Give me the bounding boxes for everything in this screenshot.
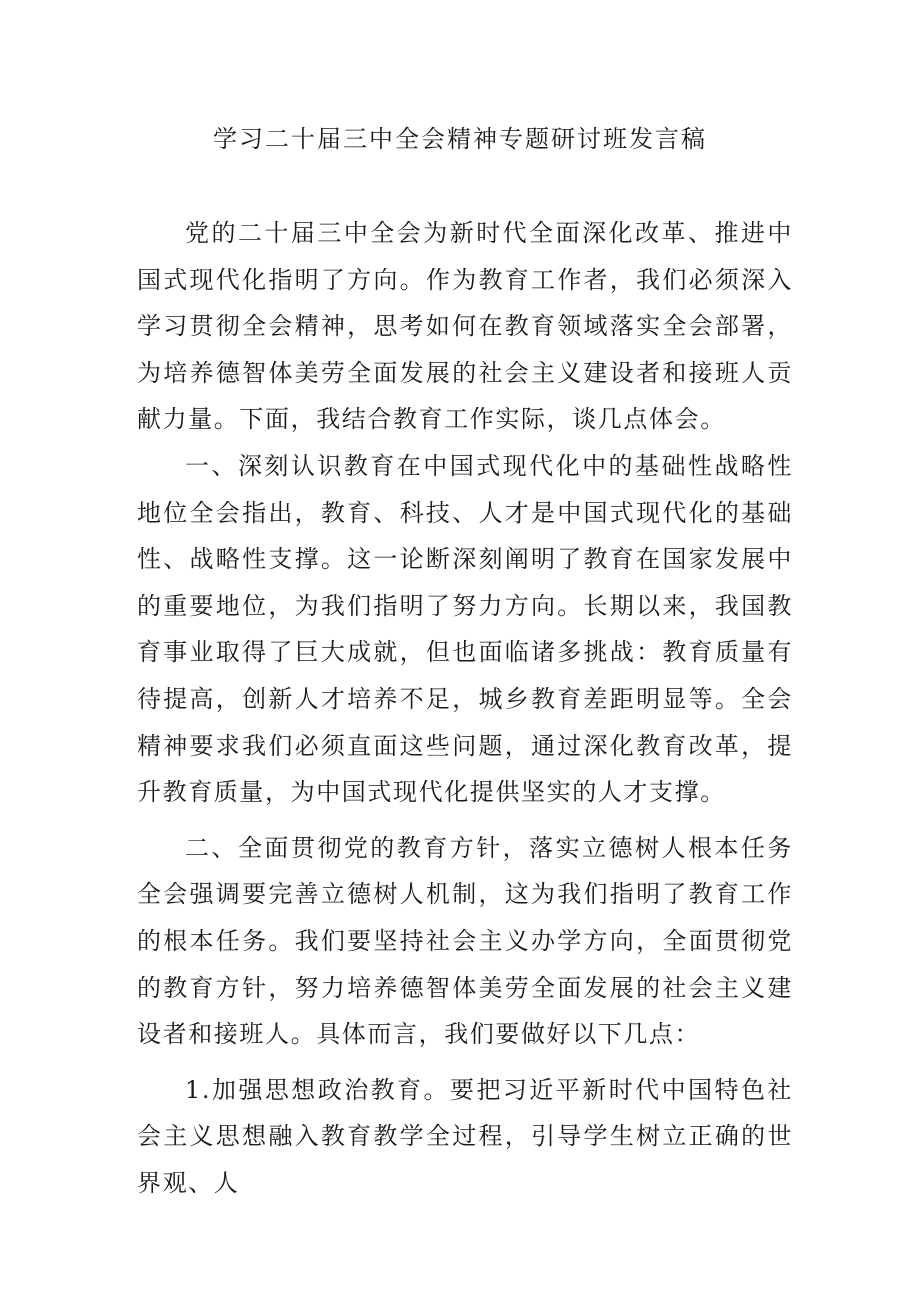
paragraph-section-two: 二、全面贯彻党的教育方针，落实立德树人根本任务全会强调要完善立德树人机制，这为我们指明了教育工作的根本任务。我们要坚持社会主义办学方向，全面贯彻党的教育方针，努力培养德智体美劳全面发展的社会主义建设者和接班人。具体而言，我们要做好以下几点： bbox=[137, 833, 793, 1049]
paragraph-section-one: 一、深刻认识教育在中国式现代化中的基础性战略性地位全会指出，教育、科技、人才是中国式现代化的基础性、战略性支撑。这一论断深刻阐明了教育在国家发展中的重要地位，为我们指明了努力方向。长期以来，我国教育事业取得了巨大成就，但也面临诸多挑战：教育质量有待提高，创新人才培养不足，城乡教育差距明显等。全会精神要求我们必须直面这些问题，通过深化教育改革，提升教育质量，为中国式现代化提供坚实的人才支撑。 bbox=[137, 451, 793, 807]
document-title: 学习二十届三中全会精神专题研讨班发言稿 bbox=[213, 125, 707, 153]
document-body bbox=[137, 210, 793, 1206]
paragraph-intro: 党的二十届三中全会为新时代全面深化改革、推进中国式现代化指明了方向。作为教育工作者，我们必须深入学习贯彻全会精神，思考如何在教育领域落实全会部署，为培养德智体美劳全面发展的社会主义建设者和接班人贡献力量。下面，我结合教育工作实际，谈几点体会。 bbox=[137, 219, 793, 434]
paragraph-point-one: 1.加强思想政治教育。要把习近平新时代中国特色社会主义思想融入教育教学全过程，引导学生树立正确的世界观、人 bbox=[137, 1075, 793, 1197]
